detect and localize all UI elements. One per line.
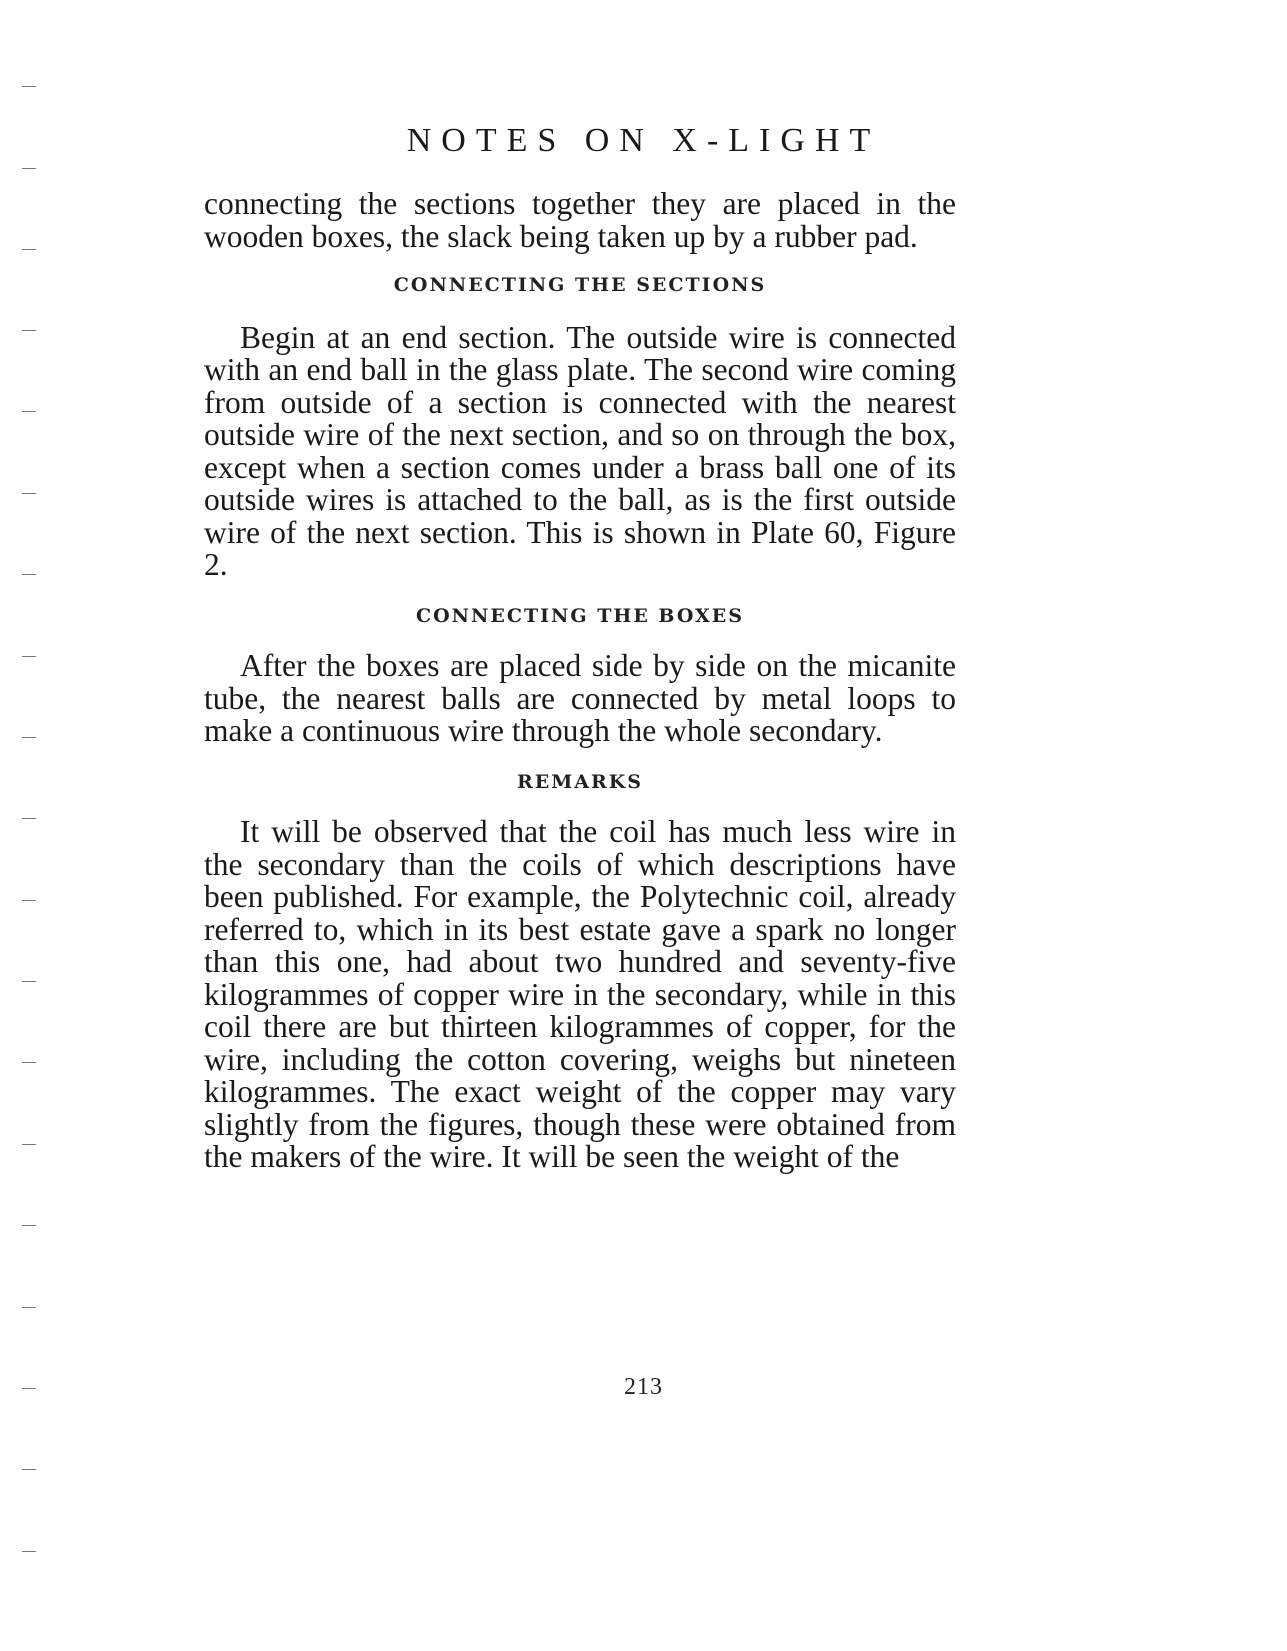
margin-mark — [22, 1469, 36, 1470]
margin-mark — [22, 168, 36, 169]
margin-mark — [22, 900, 36, 901]
margin-mark — [22, 818, 36, 819]
page-number: 213 — [624, 1374, 663, 1400]
margin-mark — [22, 1062, 36, 1063]
margin-mark — [22, 574, 36, 575]
margin-mark — [22, 1307, 36, 1308]
section-heading-connecting-boxes: CONNECTING THE BOXES — [415, 604, 744, 627]
section-heading-connecting-sections: CONNECTING THE SECTIONS — [393, 274, 767, 296]
margin-mark — [22, 1225, 36, 1226]
margin-mark — [22, 656, 36, 657]
continuation-paragraph: connecting the sections together they are placed in the wooden boxes, the slack being taken up by a rubber pad. — [204, 186, 956, 254]
margin-mark — [22, 981, 36, 982]
margin-mark — [22, 493, 36, 494]
section-paragraph-remarks: It will be observed that the coil has much less wire in the secondary than the coils of which descriptions have been published. For example, the Polytechnic coil, already referred to, which in its best estate gave a spark no longer than this one, had about two hundred and seventy-five kilogrammes of copper wire in the secondary, while in this coil there are but thirteen kilogrammes of copper, for the wire, including the cotton covering, weighs but nineteen kilogrammes. The exact weight of the copper may vary slightly from the figures, though these were obtained from the makers of the wire. It will be seen the weight of the — [204, 814, 956, 1174]
running-head: NOTES ON X-LIGHT — [406, 122, 881, 159]
section-heading-remarks: REMARKS — [516, 770, 644, 793]
section-paragraph-connecting-boxes: After the boxes are placed side by side on the micanite tube, the nearest balls are connected by metal loops to make a continuous wire through the whole secondary. — [204, 648, 956, 748]
margin-mark — [22, 249, 36, 250]
section-paragraph-connecting-sections: Begin at an end section. The outside wire is connected with an end ball in the glass plate. The second wire coming from outside of a section is connected with the nearest outside wire of the next section, and so on through the box, except when a section comes under a brass ball one of its outside wires is attached to the ball, as is the first outside wire of the next section. This is shown in Plate 60, Figure 2. — [204, 319, 956, 582]
margin-mark — [22, 1551, 36, 1552]
left-margin-binding-marks — [0, 0, 60, 1651]
margin-mark — [22, 86, 36, 87]
margin-mark — [22, 330, 36, 331]
margin-mark — [22, 411, 36, 412]
page-body — [204, 188, 956, 1174]
margin-mark — [22, 737, 36, 738]
margin-mark — [22, 1144, 36, 1145]
